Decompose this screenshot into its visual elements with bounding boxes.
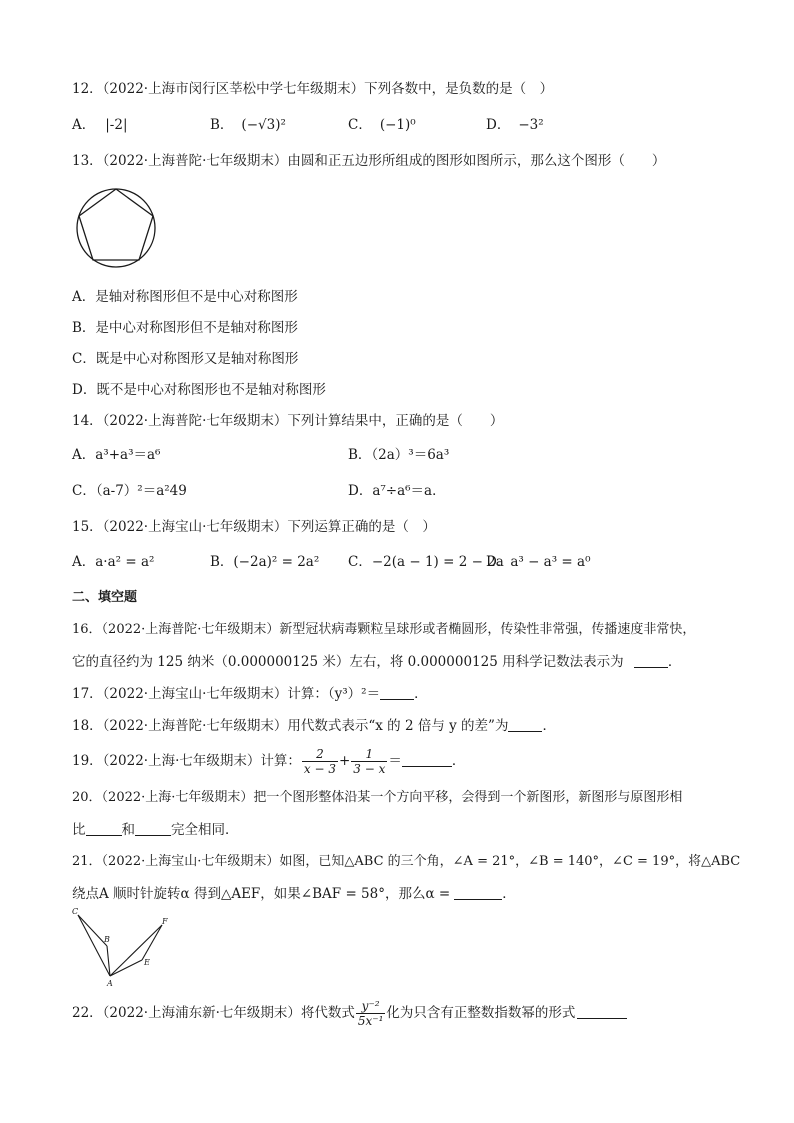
q14-option-b: B．（2a）³＝6a³ (348, 447, 450, 463)
q15-stem: 15．（2022·上海宝山·七年级期末）下列运算正确的是（ ） (72, 519, 436, 535)
label-C: C (72, 907, 79, 916)
q12-option-d: D． −3² (486, 117, 544, 133)
label-E: E (144, 958, 150, 967)
q14-option-a: A．a³+a³＝a⁶ (72, 447, 161, 463)
q15-option-d: D．a³ − a³ = a⁰ (486, 554, 591, 570)
q13-option-a: A．是轴对称图形但不是中心对称图形 (72, 289, 298, 305)
q22-answer-blank[interactable] (577, 1004, 627, 1019)
section-title-fill-in: 二、填空题 (72, 590, 138, 605)
q12-option-c: C． (−1)⁰ (348, 117, 416, 133)
q16-line2: 它的直径约为 125 纳米（0.000000125 米）左右，将 0.000000125 用科学记数法表示为 ． (72, 654, 682, 670)
rotation-triangle-figure (70, 905, 180, 990)
q15-option-c: C．−2(a − 1) = 2 − 2a (348, 554, 504, 570)
q21-line1: 21．（2022·上海宝山·七年级期末）如图，已知△ABC 的三个角，∠A = 21°，∠B = 140°，∠C = 19°，将△ABC (72, 854, 741, 869)
q22-line: 22．（2022·上海浦东新·七年级期末）将代数式 $\frac{\text{y⁻²}}{\text{5x⁻¹}}$ 化为只含有正整数指数幂的形式 (72, 996, 627, 1030)
q20-line1: 20．（2022·上海·七年级期末）把一个图形整体沿某一个方向平移，会得到一个新图形，新图形与原图形相 (72, 790, 683, 805)
q19-line: 19．（2022·上海·七年级期末）计算： $\frac{2}{x - 3}$ + $\frac{1}{3 - x}$ ＝ ． (72, 747, 466, 776)
q13-option-b: B．是中心对称图形但不是轴对称图形 (72, 320, 298, 336)
q19-fraction-2: $\frac{1}{3 - x}$ (353, 747, 386, 776)
q12-stem: 12．（2022·上海市闵行区莘松中学七年级期末）下列各数中，是负数的是（ ） (72, 81, 554, 97)
q13-option-d: D．既不是中心对称图形也不是轴对称图形 (72, 382, 326, 398)
q14-stem: 14．（2022·上海普陀·七年级期末）下列计算结果中，正确的是（ ） (72, 413, 504, 429)
q13-option-c: C．既是中心对称图形又是轴对称图形 (72, 351, 299, 367)
q22-fraction: $\frac{\text{y⁻²}}{\text{5x⁻¹}}$ (357, 999, 384, 1028)
q16-answer-blank[interactable] (634, 653, 668, 668)
q15-option-b: B．(−2a)² = 2a² (210, 554, 320, 570)
q18-answer-blank[interactable] (508, 717, 542, 732)
q17-answer-blank[interactable] (380, 685, 414, 700)
q17-line: 17．（2022·上海宝山·七年级期末）计算：（y³）²＝ ． (72, 686, 428, 702)
q16-line1: 16．（2022·上海普陀·七年级期末）新型冠状病毒颗粒呈球形或者椭圆形，传染性非常强，传播速度非常快， (72, 622, 696, 637)
label-A: A (107, 979, 113, 988)
q14-option-d: D．a⁷÷a⁶＝a． (348, 483, 446, 499)
label-B: B (104, 935, 110, 944)
q19-answer-blank[interactable] (402, 752, 452, 767)
q12-option-b: B． (−√3)² (210, 117, 286, 133)
label-F: F (162, 917, 168, 926)
q20-answer-blank-2[interactable] (135, 821, 171, 836)
q20-line2: 比 和 完全相同． (72, 822, 239, 838)
q18-line: 18．（2022·上海普陀·七年级期末）用代数式表示“x 的 2 倍与 y 的差”为 ． (72, 718, 556, 734)
q20-answer-blank-1[interactable] (86, 821, 122, 836)
q13-stem: 13．（2022·上海普陀·七年级期末）由圆和正五边形所组成的图形如图所示，那么这个图形（ ） (72, 153, 666, 169)
circle-pentagon-figure (74, 186, 158, 270)
q21-answer-blank[interactable] (454, 885, 502, 900)
q19-fraction-1: $\frac{2}{x - 3}$ (303, 747, 336, 776)
q14-option-c: C．（a-7）²＝a²49 (72, 483, 187, 499)
q21-line2: 绕点A 顺时针旋转α 得到△AEF，如果∠BAF = 58°，那么α = ． (72, 886, 516, 902)
q15-option-a: A．a·a² = a² (72, 554, 155, 570)
q12-option-a: A． |-2| (72, 117, 128, 133)
